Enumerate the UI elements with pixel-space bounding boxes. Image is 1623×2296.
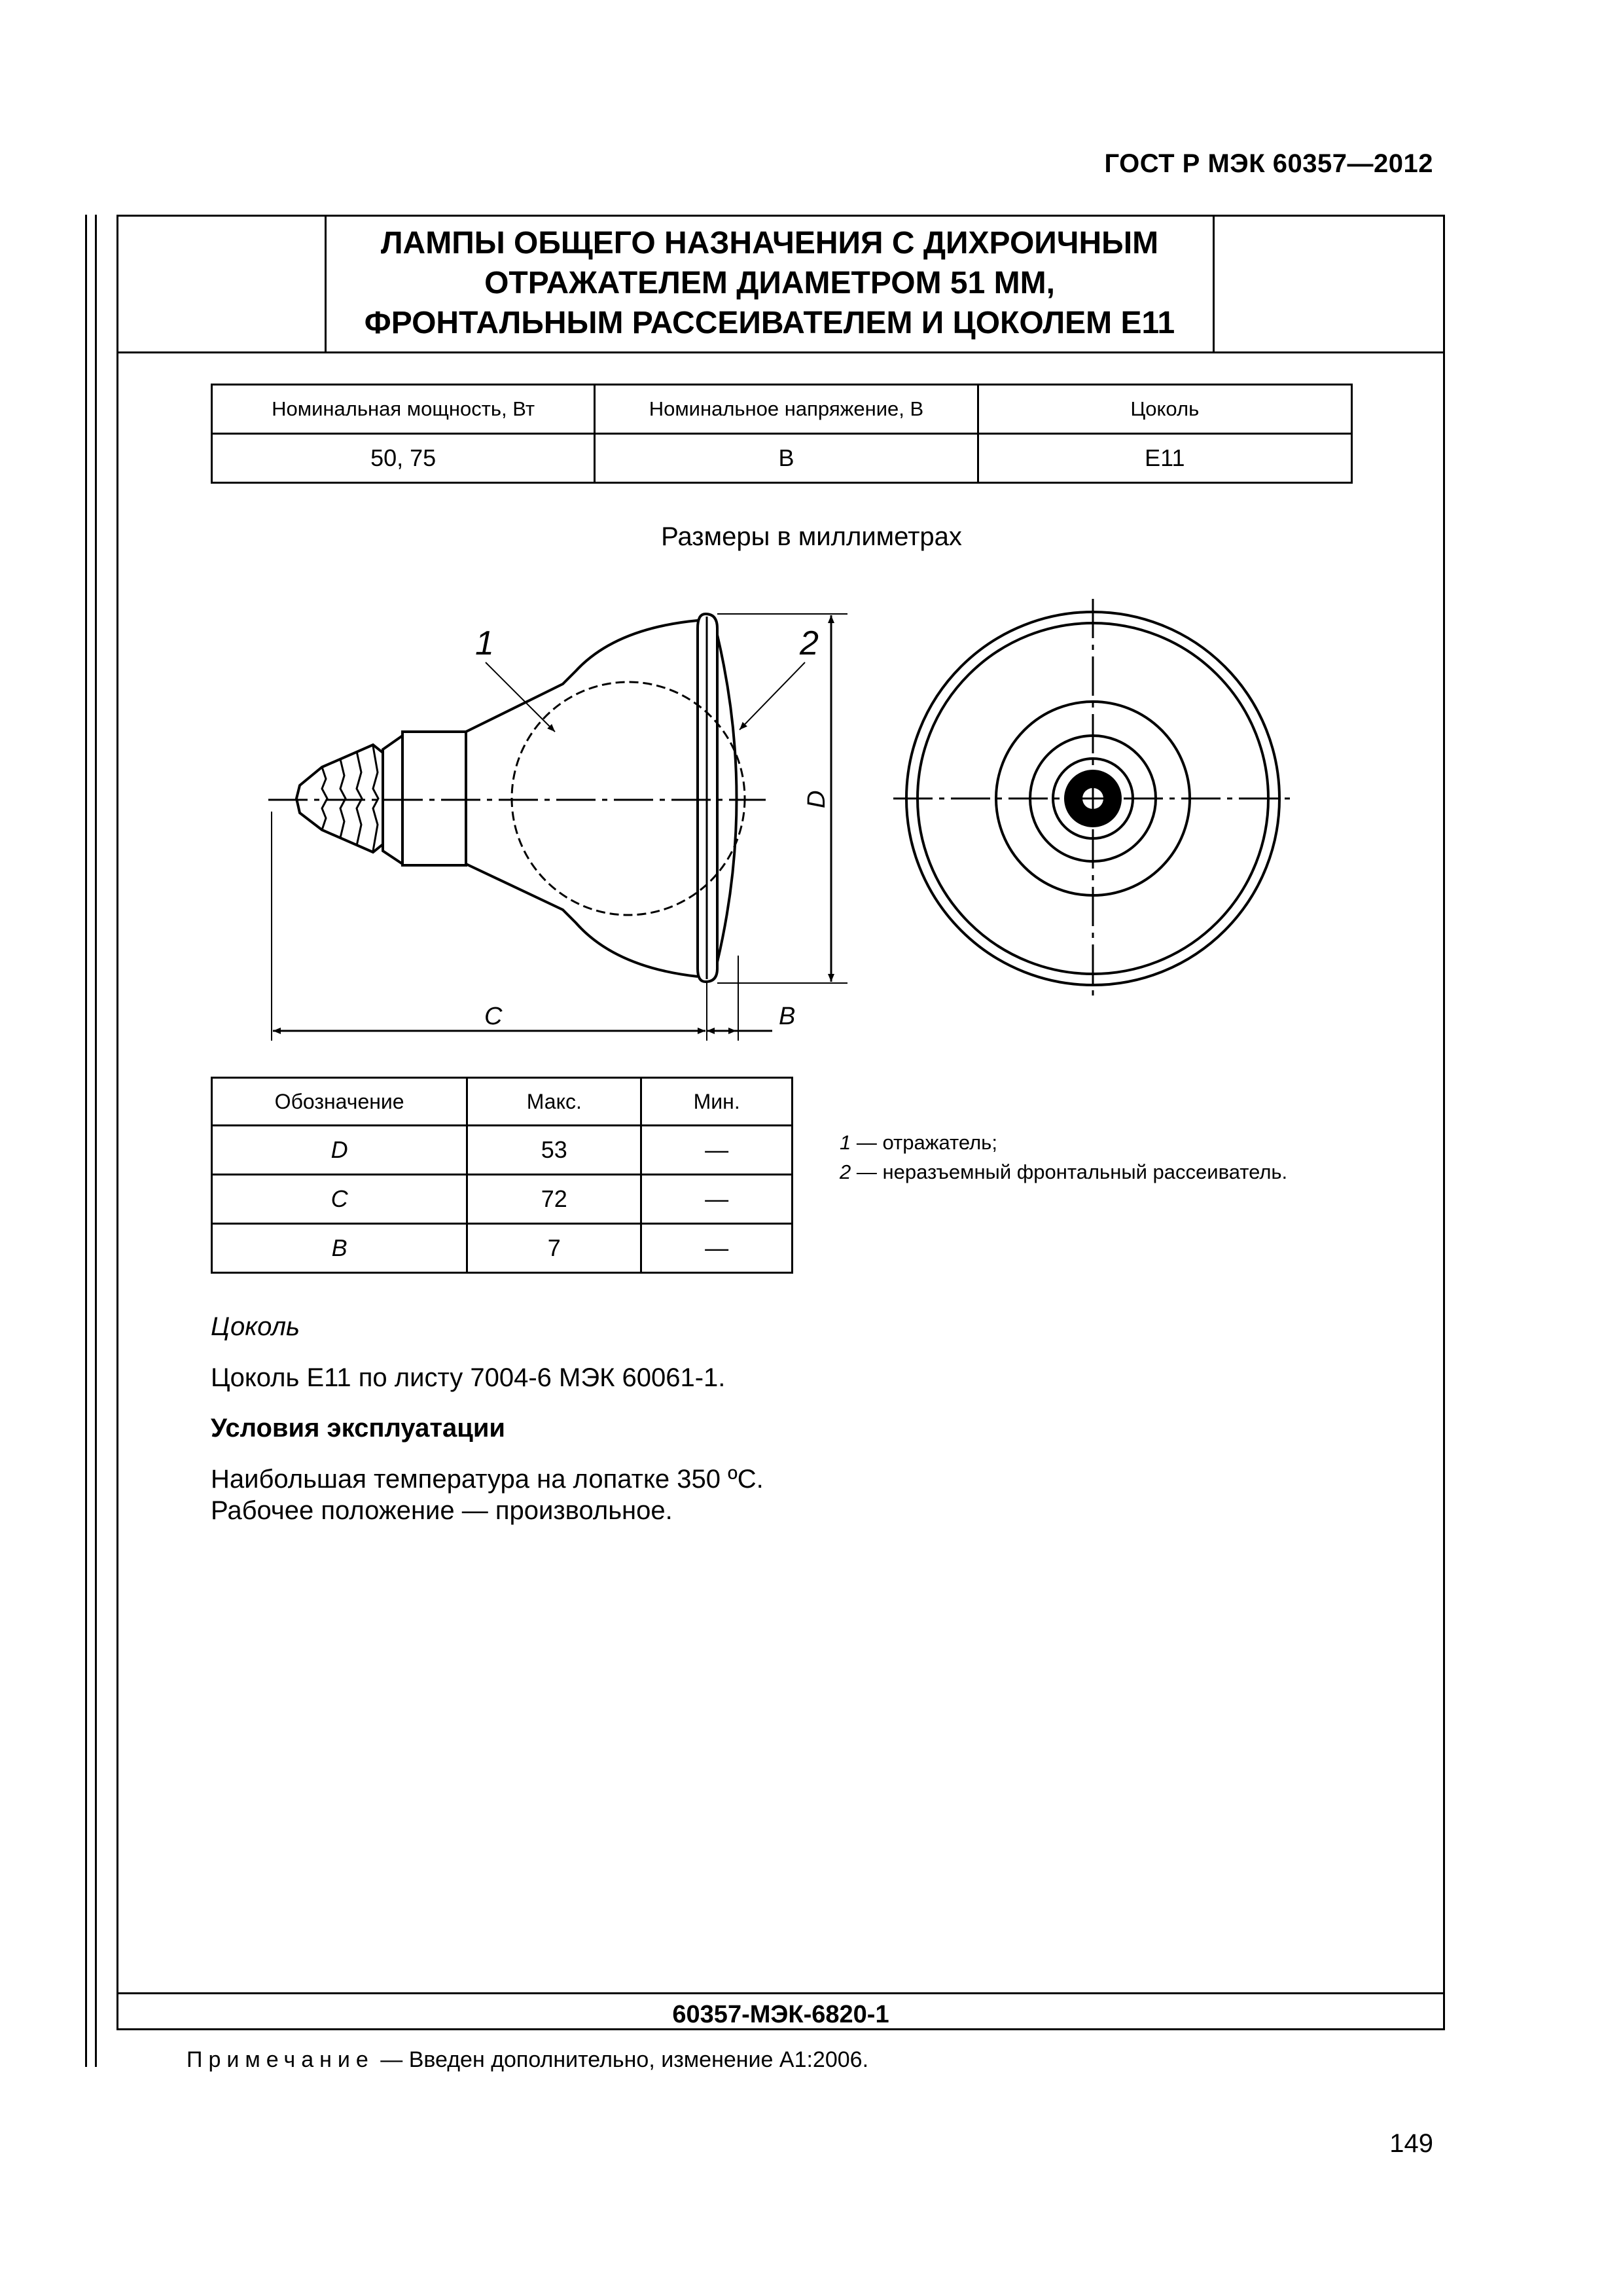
callout-2-leader	[740, 662, 805, 730]
header-power: Номинальная мощность, Вт	[212, 385, 595, 434]
dimensions-table	[211, 1077, 793, 1274]
table-row	[212, 1126, 793, 1175]
legend-text: — отражатель;	[856, 1131, 997, 1154]
callout-1-leader	[486, 662, 555, 732]
row-max: 53	[467, 1126, 641, 1175]
front-view	[893, 599, 1296, 998]
standard-header: ГОСТ Р МЭК 60357—2012	[1104, 149, 1433, 178]
cap-text: Цоколь E11 по листу 7004-6 МЭК 60061-1.	[211, 1363, 726, 1392]
margin-line	[95, 215, 97, 2067]
row-min: —	[641, 1126, 793, 1175]
conditions-heading: Условия эксплуатации	[211, 1414, 505, 1443]
page-number: 149	[1389, 2129, 1433, 2158]
header-min: Мин.	[641, 1078, 793, 1126]
row-symbol: C	[212, 1175, 467, 1224]
side-view	[268, 614, 847, 1041]
legend-number: 1	[840, 1131, 851, 1154]
row-min: —	[641, 1175, 793, 1224]
row-symbol: B	[212, 1224, 467, 1273]
conditions-line: Рабочее положение — произвольное.	[211, 1496, 673, 1525]
lamp-drawing	[249, 589, 1309, 1047]
dimension-c-label: C	[484, 1003, 503, 1030]
footer-divider	[116, 1992, 1445, 1994]
title-row	[116, 215, 1445, 353]
screw-base	[296, 745, 383, 852]
title-line: ОТРАЖАТЕЛЕМ ДИАМЕТРОМ 51 ММ,	[484, 266, 1055, 300]
reflector-shell	[466, 620, 698, 977]
legend-item	[840, 1157, 1287, 1187]
dimension-d-label: D	[803, 790, 830, 808]
row-symbol: D	[212, 1126, 467, 1175]
header-max: Макс.	[467, 1078, 641, 1126]
note-label: Примечание	[187, 2047, 374, 2072]
lamp-neck	[402, 732, 466, 865]
note	[187, 2047, 868, 2073]
ratings-value-row	[212, 434, 1352, 483]
note-text: — Введен дополнительно, изменение А1:2006.	[380, 2047, 869, 2072]
title-line: ЛАМПЫ ОБЩЕГО НАЗНАЧЕНИЯ С ДИХРОИЧНЫМ	[380, 226, 1159, 260]
row-max: 72	[467, 1175, 641, 1224]
header-symbol: Обозначение	[212, 1078, 467, 1126]
sheet-code: 60357-МЭК-6820-1	[672, 2001, 889, 2028]
ratings-table	[211, 384, 1353, 484]
ratings-header-row	[212, 385, 1352, 434]
cap-heading: Цоколь	[211, 1312, 300, 1341]
lens-dome	[717, 635, 737, 962]
dimension-b-label: B	[779, 1003, 796, 1030]
legend	[840, 1128, 1287, 1187]
margin-line	[85, 215, 87, 2067]
header-voltage: Номинальное напряжение, В	[595, 385, 978, 434]
table-row	[212, 1175, 793, 1224]
callout-2: 2	[800, 624, 819, 662]
legend-number: 2	[840, 1160, 851, 1183]
dimensions-header-row	[212, 1078, 793, 1126]
value-voltage: В	[595, 434, 978, 483]
units-caption: Размеры в миллиметрах	[661, 522, 962, 551]
conditions-line: Наибольшая температура на лопатке 350 ºС.	[211, 1465, 764, 1494]
legend-text: — неразъемный фронтальный рассеиватель.	[856, 1160, 1288, 1183]
header-cap: Цоколь	[978, 385, 1351, 434]
title-line: ФРОНТАЛЬНЫМ РАССЕИВАТЕЛЕМ И ЦОКОЛЕМ Е11	[364, 306, 1175, 340]
table-row	[212, 1224, 793, 1273]
value-cap: E11	[978, 434, 1351, 483]
sheet-title	[325, 215, 1215, 351]
value-power: 50, 75	[212, 434, 595, 483]
row-min: —	[641, 1224, 793, 1273]
callout-1: 1	[475, 624, 494, 662]
legend-item	[840, 1128, 1287, 1157]
row-max: 7	[467, 1224, 641, 1273]
